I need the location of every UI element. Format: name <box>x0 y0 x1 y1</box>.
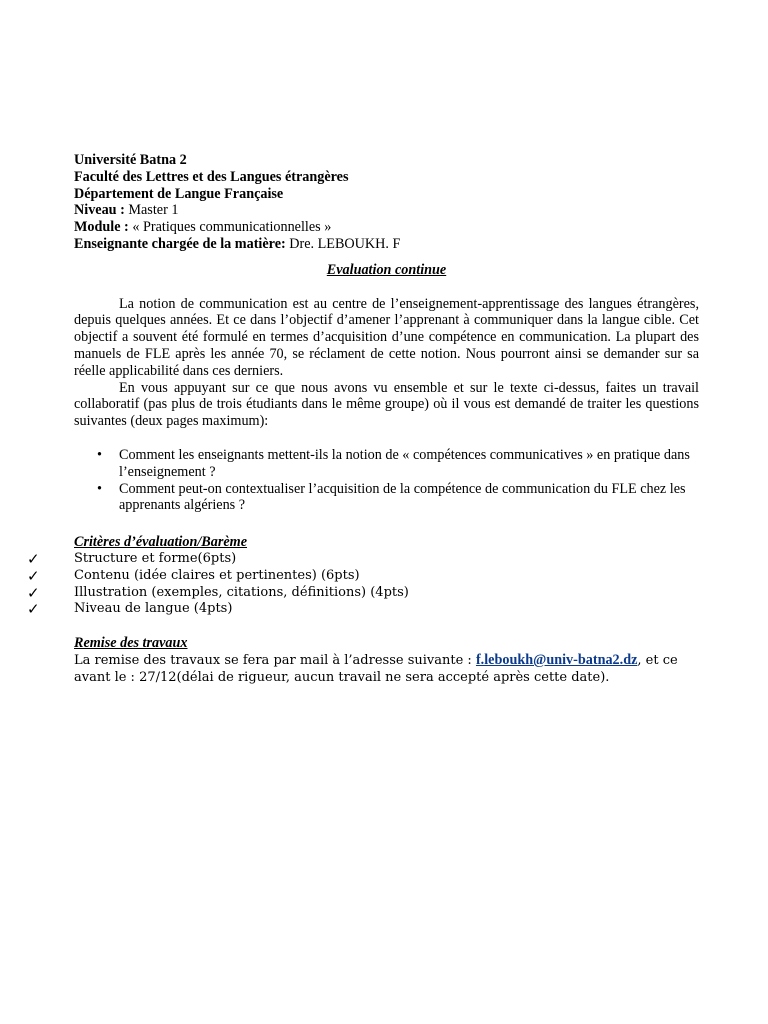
module-value: « Pratiques communicationnelles » <box>128 219 332 236</box>
bullet-icon: • <box>97 446 102 463</box>
module-line <box>74 219 699 236</box>
criteria-title: Critères d’évaluation/Barème <box>74 534 248 551</box>
document-page <box>27 152 699 687</box>
criteria-item <box>27 600 699 619</box>
question-item <box>97 480 699 515</box>
question-text: Comment peut-on contextualiser l’acquisition de la compétence de communication du FLE chez les apprenants algériens ? <box>119 480 686 514</box>
teacher-value: Dre. LEBOUKH. F <box>285 235 401 252</box>
document-title: Evaluation continue <box>326 261 447 278</box>
criteria-item <box>27 566 699 585</box>
teacher-label: Enseignante chargée de la matière: <box>74 235 286 252</box>
paragraph-intro: La notion de communication est au centre de l’enseignement-apprentissage des langues étrangères, depuis quelques années. Et ce dans l’objectif d’amener l’apprenant à communiquer dans la langue cible. Cet objectif a souvent été formulé en termes d’acquisition d’une compétence en communication. La plupart des manuels de FLE après les année 70, se réclament de cette notion. Nous pourront ainsi se demander sur sa réelle applicabilité dans ces derniers. <box>74 295 699 379</box>
remise-text-before: La remise des travaux se fera par mail à l’adresse suivante : <box>74 652 476 668</box>
question-text: Comment les enseignants mettent-ils la notion de « compétences communicatives » en pratique dans l’enseignement ? <box>119 446 690 480</box>
criteria-text: Niveau de langue (4pts) <box>74 601 233 617</box>
checkmark-icon: ✓ <box>27 549 40 568</box>
niveau-value: Master 1 <box>124 202 179 219</box>
remise-title: Remise des travaux <box>74 635 188 652</box>
remise-text <box>74 652 699 687</box>
checkmark-icon: ✓ <box>27 566 40 585</box>
criteria-list <box>27 549 699 619</box>
question-item <box>97 446 699 481</box>
criteria-text: Structure et forme(6pts) <box>74 550 237 566</box>
niveau-label: Niveau : <box>74 202 125 219</box>
checkmark-icon: ✓ <box>27 583 40 602</box>
bullet-icon: • <box>97 480 102 497</box>
paragraph-instructions: En vous appuyant sur ce que nous avons vu ensemble et sur le texte ci-dessus, faites un travail collaboratif (pas plus de trois étudiants dans le même groupe) où il vous est demandé de traiter les questions suivantes (deux pages maximum): <box>74 379 699 430</box>
criteria-text: Illustration (exemples, citations, définitions) (4pts) <box>74 584 409 600</box>
criteria-item <box>27 583 699 602</box>
module-label: Module : <box>74 219 129 236</box>
criteria-item <box>27 549 699 568</box>
university-name: Université Batna 2 <box>74 152 187 168</box>
checkmark-icon: ✓ <box>27 600 40 619</box>
niveau-line <box>74 202 699 219</box>
body-text <box>74 296 699 430</box>
question-list <box>74 447 699 514</box>
remise-text-after: , et ce avant le : 27/12(délai de rigueur, aucun travail ne sera accepté après cette date). <box>74 652 678 685</box>
criteria-text: Contenu (idée claires et pertinentes) (6pts) <box>74 567 360 583</box>
department-name: Département de Langue Française <box>74 185 284 202</box>
faculty-name: Faculté des Lettres et des Langues étrangères <box>74 168 349 185</box>
teacher-line <box>74 236 699 253</box>
email-link[interactable]: f.leboukh@univ-batna2.dz <box>475 651 638 668</box>
